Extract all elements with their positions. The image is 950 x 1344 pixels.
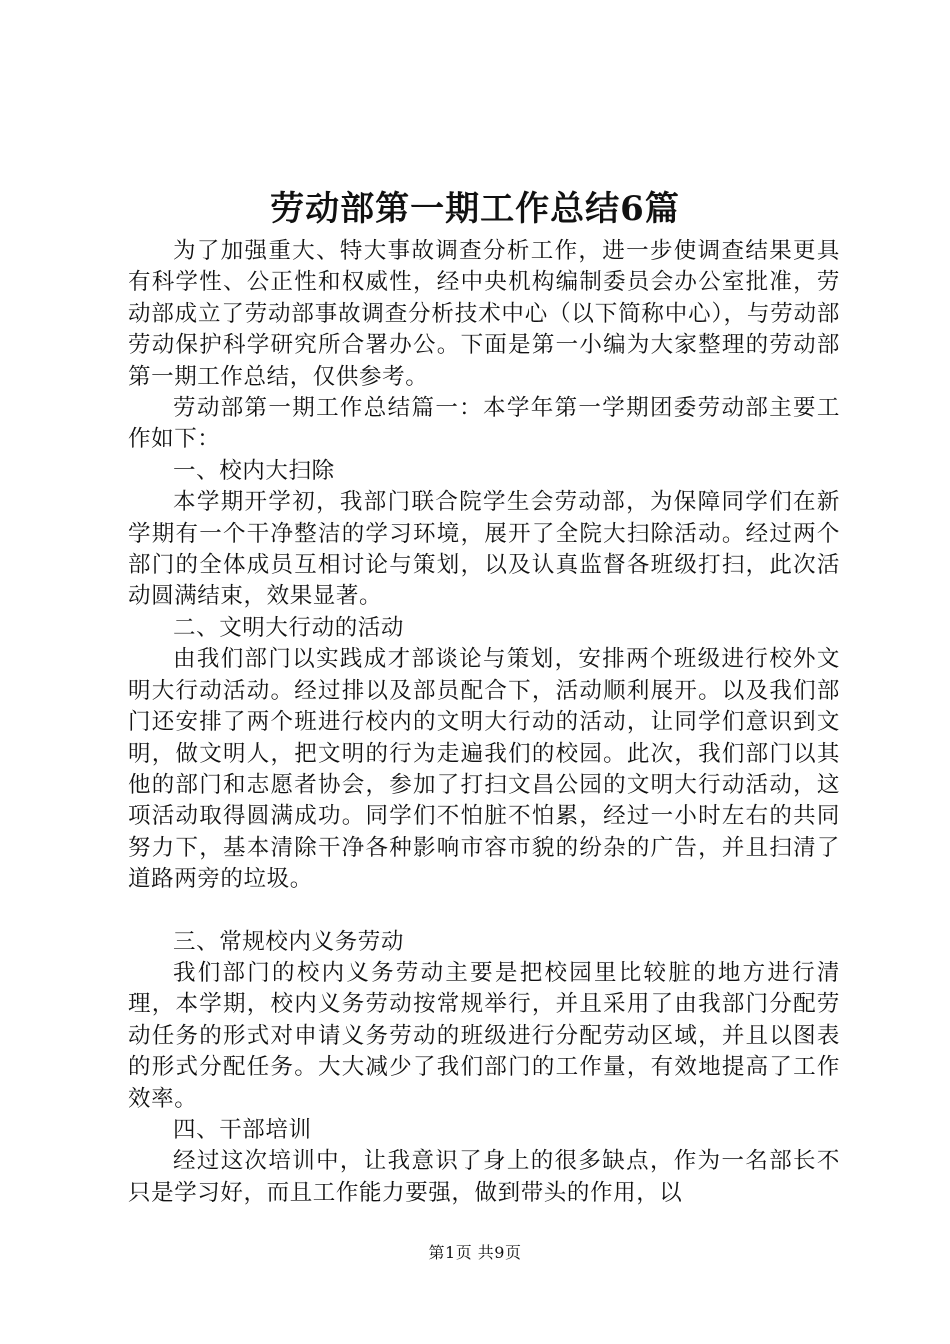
document-title: 劳动部第一期工作总结6篇 <box>270 189 680 229</box>
volunteer-labor-paragraph: 我们部门的校内义务劳动主要是把校园里比较脏的地方进行清理，本学期，校内义务劳动按常规举行，并且采用了由我部门分配劳动任务的形式对申请义务劳动的班级进行分配劳动区域，并且以图表的形式分配任务。大大减少了我们部门的工作量，有效地提高了工作效率。 <box>128 959 840 1112</box>
document-body <box>128 236 840 1209</box>
section-heading-civility: 二、文明大行动的活动 <box>173 614 405 641</box>
section-heading-training: 四、干部培训 <box>173 1116 312 1143</box>
section-heading-volunteer-labor: 三、常规校内义务劳动 <box>173 928 405 955</box>
civility-paragraph: 由我们部门以实践成才部谈论与策划，安排两个班级进行校外文明大行动活动。经过排以及部员配合下，活动顺利展开。以及我们部门还安排了两个班进行校内的文明大行动的活动，让同学们意识到文明，做文明人，把文明的行为走遍我们的校园。此次，我们部门以其他的部门和志愿者协会，参加了打扫文昌公园的文明大行动活动，这项活动取得圆满成功。同学们不怕脏不怕累，经过一小时左右的共同努力下，基本清除干净各种影响市容市貌的纷杂的广告，并且扫清了道路两旁的垃圾。 <box>128 646 840 893</box>
cleaning-paragraph: 本学期开学初，我部门联合院学生会劳动部，为保障同学们在新学期有一个干净整洁的学习环境，展开了全院大扫除活动。经过两个部门的全体成员互相讨论与策划，以及认真监督各班级打扫，此次活动圆满结束，效果显著。 <box>128 489 840 610</box>
training-paragraph: 经过这次培训中，让我意识了身上的很多缺点，作为一名部长不只是学习好，而且工作能力要强，做到带头的作用，以 <box>128 1148 840 1206</box>
intro-paragraph: 为了加强重大、特大事故调查分析工作，进一步使调查结果更具有科学性、公正性和权威性，经中央机构编制委员会办公室批准，劳动部成立了劳动部事故调查分析技术中心（以下简称中心），与劳动部劳动保护科学研究所合署办公。下面是第一小编为大家整理的劳动部第一期工作总结，仅供参考。 <box>128 238 840 390</box>
page-number-footer: 第1页 共9页 <box>428 1243 522 1262</box>
summary-lead-paragraph: 劳动部第一期工作总结篇一：本学年第一学期团委劳动部主要工作如下： <box>128 395 840 453</box>
section-heading-cleaning: 一、校内大扫除 <box>173 457 335 484</box>
